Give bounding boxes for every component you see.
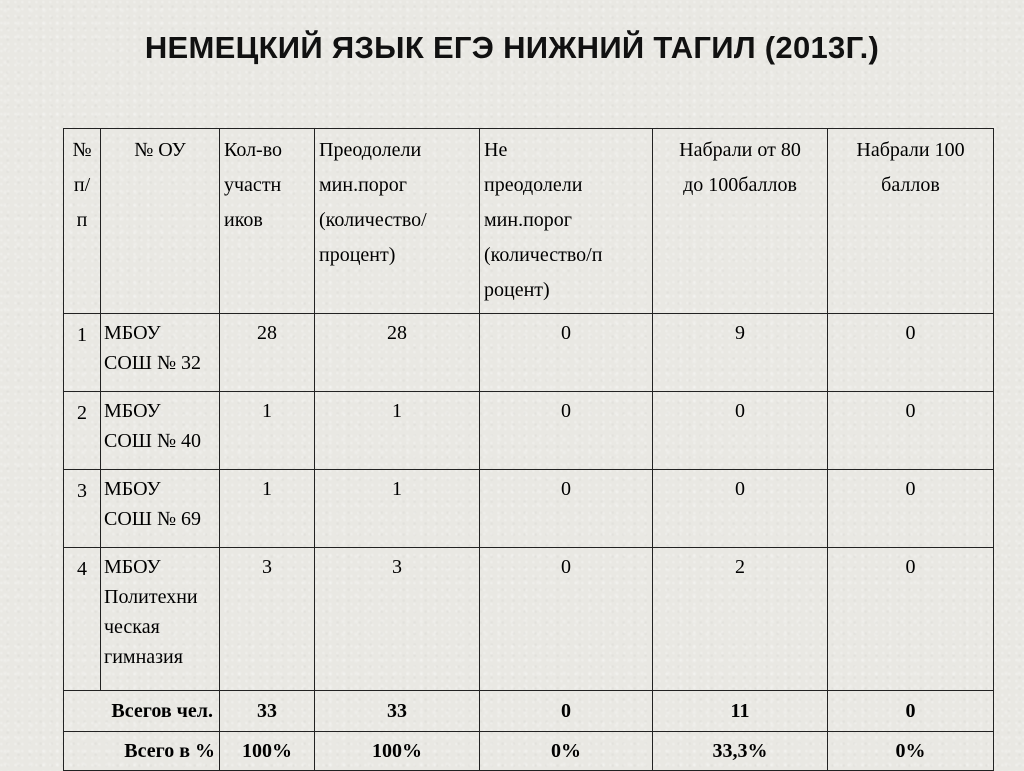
- header-line: Преодолели: [319, 139, 422, 161]
- participants-value: 3: [220, 548, 315, 691]
- table-header-row: [64, 129, 994, 314]
- total-people-label: Всегов чел.: [64, 691, 220, 732]
- table-row: [64, 470, 994, 548]
- failed-value: 0: [480, 548, 653, 691]
- results-table: [63, 128, 994, 771]
- total-people-row: [64, 691, 994, 732]
- row-number: 1: [64, 314, 101, 392]
- header-failed: [480, 129, 653, 314]
- row-number: 3: [64, 470, 101, 548]
- header-line: процент): [319, 244, 396, 266]
- header-passed: [315, 129, 480, 314]
- school-name: [101, 392, 220, 470]
- scored-100-value: 0: [828, 392, 994, 470]
- percent-scored-80-100: 33,3%: [653, 732, 828, 771]
- header-line: п/: [73, 174, 91, 196]
- school-line: СОШ № 40: [104, 430, 202, 452]
- participants-value: 1: [220, 470, 315, 548]
- failed-value: 0: [480, 470, 653, 548]
- row-number: 4: [64, 548, 101, 691]
- percent-failed: 0%: [480, 732, 653, 771]
- header-scored-80-100: [653, 129, 828, 314]
- header-line: до 100баллов: [683, 174, 797, 196]
- passed-value: 3: [315, 548, 480, 691]
- school-name: [101, 314, 220, 392]
- school-name: [101, 548, 220, 691]
- total-participants: 33: [220, 691, 315, 732]
- header-line: Кол-во: [224, 139, 283, 161]
- participants-value: 1: [220, 392, 315, 470]
- failed-value: 0: [480, 392, 653, 470]
- header-line: Набрали от 80: [679, 139, 801, 161]
- percent-passed: 100%: [315, 732, 480, 771]
- header-participants: [220, 129, 315, 314]
- school-line: МБОУ: [104, 400, 161, 422]
- header-line: мин.порог: [484, 209, 572, 231]
- slide-title: НЕМЕЦКИЙ ЯЗЫК ЕГЭ НИЖНИЙ ТАГИЛ (2013Г.): [144, 30, 880, 65]
- percent-scored-100: 0%: [828, 732, 994, 771]
- passed-value: 1: [315, 470, 480, 548]
- scored-100-value: 0: [828, 314, 994, 392]
- header-line: роцент): [484, 279, 550, 301]
- failed-value: 0: [480, 314, 653, 392]
- header-line: Не: [484, 139, 508, 161]
- table-row: [64, 548, 994, 691]
- school-line: гимназия: [104, 646, 183, 668]
- total-scored-80-100: 11: [653, 691, 828, 732]
- passed-value: 28: [315, 314, 480, 392]
- scored-80-100-value: 0: [653, 392, 828, 470]
- header-line: №: [72, 139, 92, 161]
- school-line: МБОУ: [104, 478, 161, 500]
- total-percent-row: [64, 732, 994, 771]
- row-number: 2: [64, 392, 101, 470]
- header-school: [101, 129, 220, 314]
- header-line: мин.порог: [319, 174, 407, 196]
- header-line: (количество/п: [484, 244, 603, 266]
- header-number: [64, 129, 101, 314]
- table-row: [64, 392, 994, 470]
- table-row: [64, 314, 994, 392]
- total-passed: 33: [315, 691, 480, 732]
- percent-participants: 100%: [220, 732, 315, 771]
- participants-value: 28: [220, 314, 315, 392]
- school-line: МБОУ: [104, 322, 161, 344]
- school-line: ческая: [104, 616, 160, 638]
- header-line: участн: [224, 174, 282, 196]
- header-line: № ОУ: [134, 139, 186, 161]
- scored-80-100-value: 0: [653, 470, 828, 548]
- scored-80-100-value: 9: [653, 314, 828, 392]
- school-line: СОШ № 32: [104, 352, 202, 374]
- header-line: иков: [224, 209, 263, 231]
- header-line: (количество/: [319, 209, 427, 231]
- scored-100-value: 0: [828, 548, 994, 691]
- header-line: п: [76, 209, 88, 231]
- header-scored-100: [828, 129, 994, 314]
- scored-80-100-value: 2: [653, 548, 828, 691]
- school-line: Политехни: [104, 586, 198, 608]
- header-line: баллов: [881, 174, 940, 196]
- scored-100-value: 0: [828, 470, 994, 548]
- school-line: СОШ № 69: [104, 508, 202, 530]
- school-line: МБОУ: [104, 556, 161, 578]
- total-failed: 0: [480, 691, 653, 732]
- total-scored-100: 0: [828, 691, 994, 732]
- school-name: [101, 470, 220, 548]
- header-line: Набрали 100: [856, 139, 965, 161]
- passed-value: 1: [315, 392, 480, 470]
- header-line: преодолели: [484, 174, 583, 196]
- total-percent-label: Всего в %: [64, 732, 220, 771]
